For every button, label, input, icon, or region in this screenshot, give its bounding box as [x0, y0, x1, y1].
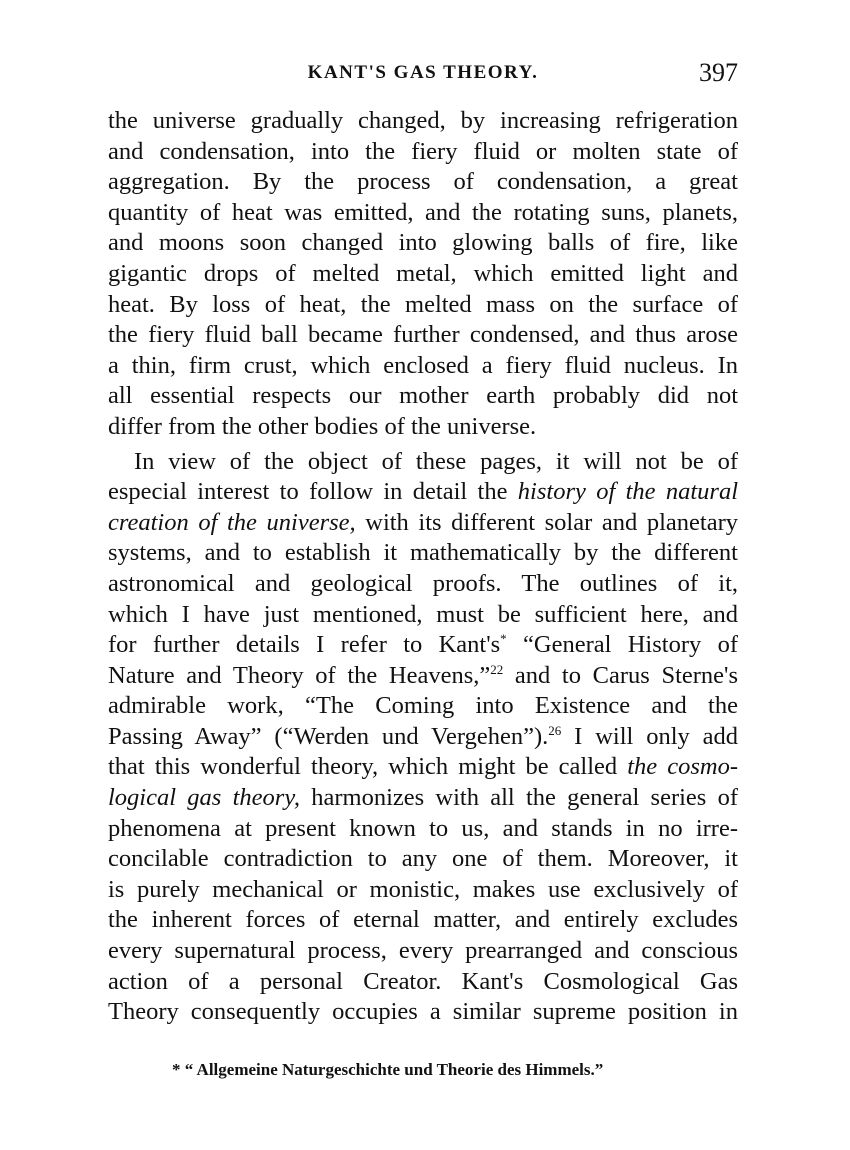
italic-run: the cosmo- — [627, 753, 738, 781]
text-line: quantity of heat was emitted, and the rotating suns, planets, — [108, 198, 738, 226]
text-run: Nature and Theory of the Heavens,” — [108, 661, 491, 689]
running-title: KANT'S GAS THEORY. — [307, 62, 539, 83]
text-run: I will only add — [561, 722, 738, 750]
italic-run: logical gas theory, — [108, 784, 300, 812]
text-run: that this wonderful theory, which might be called — [108, 753, 628, 781]
text-line: every supernatural process, every prearranged and conscious — [108, 937, 738, 965]
page-number: 397 — [699, 58, 738, 87]
text-line: the universe gradually changed, by increasing refrigeration — [108, 107, 738, 134]
text-line — [108, 508, 738, 539]
text-line: which I have just mentioned, must be sufficient here, and — [108, 600, 738, 628]
text-line — [108, 722, 738, 753]
text-line — [108, 630, 738, 661]
text-run: with its different solar and planetary — [355, 508, 738, 536]
text-line: the inherent forces of eternal matter, and entirely excludes — [108, 906, 738, 934]
text-line: is purely mechanical or monistic, makes use exclusively of — [108, 875, 738, 903]
text-line: Theory consequently occupies a similar supreme position in — [108, 998, 738, 1026]
text-run: “General History of — [506, 631, 738, 659]
text-line — [108, 752, 738, 783]
reference-number: 22 — [490, 661, 504, 677]
text-line: all essential respects our mother earth probably did not — [108, 382, 738, 410]
text-line: astronomical and geological proofs. The outlines of it, — [108, 569, 738, 597]
text-line: the fiery fluid ball became further condensed, and thus arose — [108, 321, 738, 349]
text-line: In view of the object of these pages, it will not be of — [134, 447, 738, 475]
footnote: * “ Allgemeine Naturgeschichte und Theorie des Himmels.” — [172, 1060, 604, 1079]
italic-run: history of the natural — [517, 478, 738, 506]
text-run: Passing Away” (“Werden und Vergehen”). — [108, 722, 549, 750]
body-text — [108, 106, 738, 1028]
text-line: heat. By loss of heat, the melted mass on the surface of — [108, 290, 738, 318]
text-line: systems, and to establish it mathematically by the different — [108, 539, 738, 567]
text-line: differ from the other bodies of the universe. — [108, 412, 537, 440]
text-line: phenomena at present known to us, and stands in no irre- — [108, 814, 738, 842]
paragraph — [108, 447, 738, 1028]
text-line: and moons soon changed into glowing balls of fire, like — [108, 229, 738, 257]
text-line: gigantic drops of melted metal, which emitted light and — [108, 259, 738, 287]
paragraph — [108, 106, 738, 443]
text-line: and condensation, into the fiery fluid or molten state of — [108, 137, 738, 165]
text-line: action of a personal Creator. Kant's Cosmological Gas — [108, 967, 738, 995]
text-run: especial interest to follow in detail the — [108, 478, 518, 506]
footnote-marker: * — [500, 631, 507, 647]
text-line: a thin, firm crust, which enclosed a fiery fluid nucleus. In — [108, 351, 738, 379]
text-run: for further details I refer to Kant's — [108, 631, 501, 659]
reference-number: 26 — [548, 722, 562, 738]
text-line: concilable contradiction to any one of them. Moreover, it — [108, 845, 738, 873]
text-line: aggregation. By the process of condensation, a great — [108, 168, 738, 196]
italic-run: creation of the universe, — [108, 508, 356, 536]
page-header — [108, 58, 738, 88]
text-line — [108, 477, 738, 508]
text-line: admirable work, “The Coming into Existence and the — [108, 692, 738, 720]
text-run: and to Carus Sterne's — [503, 661, 738, 689]
text-line — [108, 783, 738, 814]
text-run: harmonizes with all the general series of — [299, 784, 738, 812]
text-line — [108, 661, 738, 692]
